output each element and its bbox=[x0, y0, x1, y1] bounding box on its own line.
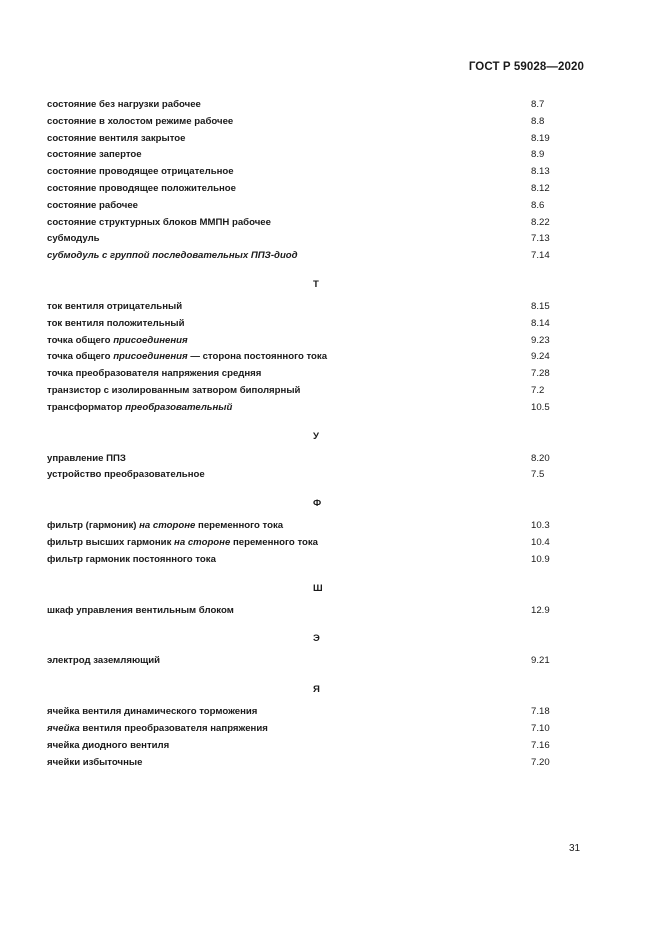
index-entry bbox=[47, 198, 552, 215]
index-term bbox=[47, 535, 318, 552]
index-term bbox=[47, 704, 257, 721]
section-spacer bbox=[47, 670, 552, 680]
index-reference: 8.19 bbox=[531, 132, 550, 144]
index-term bbox=[47, 147, 142, 164]
index-term-italic-part: на стороне bbox=[174, 536, 231, 548]
index-term-part: фильтр высших гармоник bbox=[47, 536, 175, 548]
section-heading bbox=[47, 579, 552, 603]
index-reference: 8.9 bbox=[531, 149, 545, 161]
index-term bbox=[47, 231, 100, 248]
index-entry bbox=[47, 451, 552, 468]
index-entry bbox=[47, 704, 552, 721]
section-heading bbox=[47, 680, 552, 704]
index-entry bbox=[47, 349, 552, 366]
index-term bbox=[47, 738, 169, 755]
index-entry bbox=[47, 215, 552, 232]
index-term bbox=[47, 366, 261, 383]
index-term-part: состояние рабочее bbox=[47, 199, 138, 211]
index-reference: 10.5 bbox=[531, 401, 550, 413]
index-term-part: транзистор с изолированным затвором биполярный bbox=[47, 384, 301, 396]
index-reference: 7.13 bbox=[531, 233, 550, 245]
index-term-part: состояние структурных блоков ММПН рабочее bbox=[47, 216, 271, 228]
index-reference: 9.21 bbox=[531, 655, 550, 667]
index-entry bbox=[47, 738, 552, 755]
index-term-part: точка преобразователя напряжения средняя bbox=[47, 368, 262, 380]
section-heading bbox=[47, 275, 552, 299]
index-reference: 8.15 bbox=[531, 300, 550, 312]
index-term-part: состояние без нагрузки рабочее bbox=[47, 99, 201, 110]
index-reference: 8.6 bbox=[531, 199, 545, 211]
index-entry bbox=[47, 147, 552, 164]
index-term-part: состояние проводящее положительное bbox=[47, 182, 236, 194]
index-reference: 7.10 bbox=[531, 722, 550, 734]
page-number: 31 bbox=[569, 843, 581, 854]
index-reference: 9.23 bbox=[531, 334, 550, 346]
index-reference: 8.14 bbox=[531, 317, 550, 329]
index-term-part: вентиля преобразователя напряжения bbox=[79, 722, 268, 734]
section-letter: Т bbox=[313, 278, 319, 290]
section-spacer bbox=[47, 265, 552, 275]
index-entry bbox=[47, 114, 552, 131]
index-entry bbox=[47, 552, 552, 569]
section-spacer bbox=[47, 484, 552, 494]
index-reference: 8.22 bbox=[531, 216, 550, 228]
index-term-part: ячейка диодного вентиля bbox=[47, 739, 170, 751]
index-term bbox=[47, 383, 300, 400]
index-entry bbox=[47, 603, 552, 620]
index-term-part: переменного тока bbox=[195, 520, 284, 532]
index-term-part: точка общего bbox=[47, 351, 114, 363]
index-term bbox=[47, 164, 234, 181]
index-term-italic-part: субмодуль с группой последовательных ППЗ-диод bbox=[47, 250, 298, 262]
index-reference: 8.12 bbox=[531, 182, 550, 194]
index-entry bbox=[47, 366, 552, 383]
section-spacer bbox=[47, 569, 552, 579]
index-term-italic-part: присоединения bbox=[113, 351, 188, 363]
section-letter: Ш bbox=[313, 582, 323, 594]
index-term bbox=[47, 248, 298, 265]
index-term bbox=[47, 755, 142, 772]
index-entry bbox=[47, 316, 552, 333]
index-reference: 9.24 bbox=[531, 351, 550, 363]
index-entry bbox=[47, 467, 552, 484]
index-term-part: фильтр гармоник постоянного тока bbox=[47, 553, 216, 565]
index-term bbox=[47, 131, 185, 148]
index-term-part: состояние проводящее отрицательное bbox=[47, 166, 234, 178]
index-reference: 10.9 bbox=[531, 553, 550, 565]
index-term-part: ток вентиля отрицательный bbox=[47, 300, 183, 312]
index-entry bbox=[47, 400, 552, 417]
index-entry bbox=[47, 164, 552, 181]
index-entry bbox=[47, 231, 552, 248]
index-reference: 8.8 bbox=[531, 115, 545, 127]
index-entry bbox=[47, 383, 552, 400]
index-reference: 10.4 bbox=[531, 536, 550, 548]
index-term bbox=[47, 400, 232, 417]
index-term-italic-part: преобразовательный bbox=[125, 401, 233, 413]
index-entry bbox=[47, 721, 552, 738]
index-term-part: трансформатор bbox=[47, 401, 126, 413]
index-entry bbox=[47, 535, 552, 552]
index-term-italic-part: на стороне bbox=[139, 520, 196, 532]
section-letter: У bbox=[313, 430, 319, 442]
index-term-part: шкаф управления вентильным блоком bbox=[47, 604, 234, 616]
index-term bbox=[47, 114, 233, 131]
index-term bbox=[47, 721, 268, 738]
index-term-part: ячейки избыточные bbox=[47, 756, 143, 768]
index-term bbox=[47, 603, 234, 620]
index-entry bbox=[47, 181, 552, 198]
index-entry bbox=[47, 755, 552, 772]
index-reference: 10.3 bbox=[531, 520, 550, 532]
section-heading bbox=[47, 629, 552, 653]
index-entry bbox=[47, 97, 552, 114]
index-reference: 7.14 bbox=[531, 250, 550, 262]
section-spacer bbox=[47, 417, 552, 427]
section-letter: Я bbox=[313, 684, 320, 696]
index-term-italic-part: присоединения bbox=[113, 334, 188, 346]
index-term bbox=[47, 653, 160, 670]
index-term-part: состояние запертое bbox=[47, 149, 142, 161]
index-term-part: ячейка вентиля динамического торможения bbox=[47, 706, 258, 718]
index-reference: 8.20 bbox=[531, 452, 550, 464]
index-entry bbox=[47, 653, 552, 670]
index-term bbox=[47, 97, 201, 114]
index-reference: 7.18 bbox=[531, 706, 550, 718]
index-term bbox=[47, 451, 126, 468]
index-term bbox=[47, 198, 138, 215]
index-reference: 7.28 bbox=[531, 368, 550, 380]
index-reference: 7.5 bbox=[531, 469, 545, 481]
section-spacer bbox=[47, 619, 552, 629]
index-reference: 8.7 bbox=[531, 99, 545, 110]
index-entry bbox=[47, 333, 552, 350]
index-entry bbox=[47, 248, 552, 265]
section-heading bbox=[47, 427, 552, 451]
index-term-part: ток вентиля положительный bbox=[47, 317, 185, 329]
index-term-part: управление ППЗ bbox=[47, 452, 126, 464]
index-term-part: субмодуль bbox=[47, 233, 100, 245]
index-entry bbox=[47, 299, 552, 316]
index-term bbox=[47, 181, 236, 198]
index-term bbox=[47, 518, 283, 535]
index-term-part: фильтр (гармоник) bbox=[47, 520, 140, 532]
index-reference: 7.2 bbox=[531, 384, 545, 396]
index-entry bbox=[47, 131, 552, 148]
index-term-part: состояние в холостом режиме рабочее bbox=[47, 115, 234, 127]
index-term-part: точка общего bbox=[47, 334, 114, 346]
section-heading bbox=[47, 494, 552, 518]
section-letter: Ф bbox=[313, 498, 322, 510]
index-term bbox=[47, 333, 188, 350]
index-term-part: — сторона постоянного тока bbox=[187, 351, 328, 363]
alphabetical-index bbox=[47, 97, 552, 771]
index-entry bbox=[47, 518, 552, 535]
index-term bbox=[47, 299, 182, 316]
document-code: ГОСТ Р 59028—2020 bbox=[468, 61, 584, 73]
index-term-part: устройство преобразовательное bbox=[47, 469, 205, 481]
index-term-italic-part: ячейка bbox=[47, 722, 80, 734]
index-reference: 8.13 bbox=[531, 166, 550, 178]
index-term bbox=[47, 467, 205, 484]
index-reference: 7.20 bbox=[531, 756, 550, 768]
index-reference: 7.16 bbox=[531, 739, 550, 751]
index-term-part: состояние вентиля закрытое bbox=[47, 132, 186, 144]
index-term bbox=[47, 316, 184, 333]
index-term bbox=[47, 215, 271, 232]
section-letter: Э bbox=[313, 633, 320, 645]
index-term-part: переменного тока bbox=[230, 536, 319, 548]
index-reference: 12.9 bbox=[531, 604, 550, 616]
index-term-part: электрод заземляющий bbox=[47, 655, 161, 667]
index-term bbox=[47, 552, 216, 569]
index-term bbox=[47, 349, 327, 366]
